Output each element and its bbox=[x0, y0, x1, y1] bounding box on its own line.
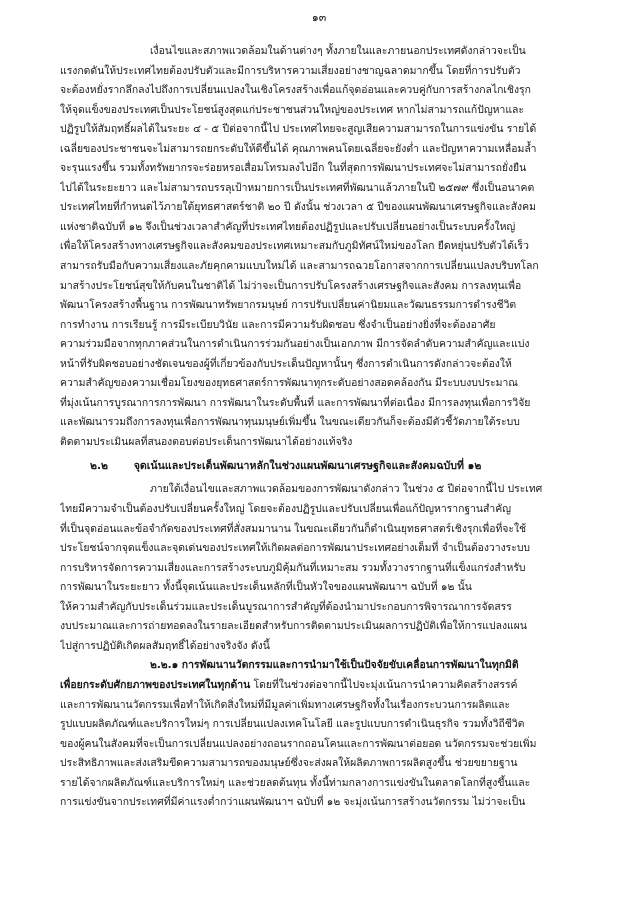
text-line: รายได้จากผลิตภัณฑ์และบริการใหม่ๆ และช่วยลดต้นทุน ทั้งนี้ท่ามกลางการแข่งขันในตลาดโลกที่สูงขึ้นและ bbox=[60, 776, 531, 789]
text-line: ที่มุ่งเน้นการบูรณาการการพัฒนา การพัฒนาในระดับพื้นที่ และการพัฒนาที่ต่อเนื่อง มีการลงทุนเพื่อการวิจัย bbox=[60, 396, 531, 409]
subsection-lead-text: โดยที่ในช่วงต่อจากนี้ไปจะมุ่งเน้นการนำความคิดสร้างสรรค์ bbox=[250, 678, 518, 691]
paragraph-focus-points bbox=[60, 480, 578, 656]
text-line: ไทยมีความจำเป็นต้องปรับเปลี่ยนครั้งใหญ่ โดยจะต้องปฏิรูปและปรับเปลี่ยนเพื่อแก้ปัญหารากฐานสำคัญ bbox=[60, 503, 512, 516]
text-line: เงื่อนไขและสภาพแวดล้อมในด้านต่างๆ ทั้งภายในและภายนอกประเทศดังกล่าวจะเป็น bbox=[150, 45, 526, 57]
text-line: ความสำคัญของความเชื่อมโยงของยุทธศาสตร์การพัฒนาทุกระดับอย่างสอดคล้องกัน มีระบบงบประมาณ bbox=[60, 377, 518, 390]
text-line: และพัฒนารวมถึงการลงทุนเพื่อการพัฒนาทุนมนุษย์เพิ่มขึ้น ในขณะเดียวกันก็จะต้องมีตัวชี้วัดภายใต้ระบบ bbox=[60, 416, 520, 429]
page-number: ๑๓ bbox=[311, 11, 327, 24]
subsection-title-bold: เพื่อยกระดับศักยภาพของประเทศในทุกด้าน bbox=[60, 678, 251, 691]
text-line: ภายใต้เงื่อนไขและสภาพแวดล้อมของการพัฒนาดังกล่าว ในช่วง ๕ ปีต่อจากนี้ไป ประเทศ bbox=[150, 483, 543, 496]
text-line: การบริหารจัดการความเสี่ยงและการสร้างระบบภูมิคุ้มกันที่เหมาะสม รวมทั้งวางรากฐานที่แข็งแกร่งสำหรับ bbox=[60, 561, 526, 574]
text-line: จะต้องหยั่งรากลึกลงไปถึงการเปลี่ยนแปลงในเชิงโครงสร้างเพื่อแก้จุดอ่อนและควบคู่กับการสร้างกลไกเชิงรุก bbox=[60, 84, 531, 97]
text-line: ไปได้ในระยะยาว และไม่สามารถบรรลุเป้าหมายการเป็นประเทศที่พัฒนาแล้วภายในปี ๒๕๗๙ ซึ่งเป็นอนาคต bbox=[60, 181, 535, 194]
section-number: ๒.๒ bbox=[90, 460, 108, 473]
section-heading-2-2 bbox=[60, 456, 578, 477]
text-line: ให้จุดแข็งของประเทศเป็นประโยชน์สูงสุดแก่ประชาชนส่วนใหญ่ของประเทศ หากไม่สามารถแก้ปัญหาและ bbox=[60, 103, 525, 116]
subsection-heading-2-2-1 bbox=[60, 656, 578, 695]
text-line: ประโยชน์จากจุดแข็งและจุดเด่นของประเทศให้เกิดผลต่อการพัฒนาประเทศอย่างเต็มที่ จำเป็นต้องวางระบบ bbox=[60, 542, 531, 555]
paragraph-context bbox=[60, 42, 578, 452]
text-line: และการพัฒนานวัตกรรมเพื่อทำให้เกิดสิ่งใหม่ที่มีมูลค่าเพิ่มทางเศรษฐกิจทั้งในเรื่องกระบวนการผลิตและ bbox=[60, 698, 511, 711]
text-line: ให้ความสำคัญกับประเด็นร่วมและประเด็นบูรณาการสำคัญที่ต้องนำมาประกอบการพิจารณาการจัดสรร bbox=[60, 600, 512, 613]
text-line: หน้าที่รับผิดชอบอย่างชัดเจนของผู้ที่เกี่ยวข้องกับประเด็นปัญหานั้นๆ ซึ่งการดำเนินการดังกล่าวจะต้องให้ bbox=[60, 357, 512, 370]
text-line: ความร่วมมือจากทุกภาคส่วนในการดำเนินการร่วมกันอย่างเป็นเอกภาพ มีการจัดลำดับความสำคัญและแบ่ง bbox=[60, 338, 530, 351]
text-line: เฉลี่ยของประชาชนจะไม่สามารถยกระดับให้ดีขึ้นได้ คุณภาพคนโดยเฉลี่ยจะยังต่ำ และปัญหาความเหลื่อมล้ำ bbox=[60, 142, 537, 155]
subsection-title-line2 bbox=[60, 676, 578, 696]
text-line: พัฒนาโครงสร้างพื้นฐาน การพัฒนาทรัพยากรมนุษย์ การปรับเปลี่ยนค่านิยมและวัฒนธรรมการดำรงชีวิต bbox=[60, 299, 517, 312]
text-line: ของผู้คนในสังคมที่จะเป็นการเปลี่ยนแปลงอย่างถอนรากถอนโคนและการพัฒนาต่อยอด นวัตกรรมจะช่วยเพิ่ม bbox=[60, 737, 537, 750]
text-line: ไปสู่การปฏิบัติเกิดผลสัมฤทธิ์ได้อย่างจริงจัง ดังนี้ bbox=[60, 639, 270, 652]
text-line: การทำงาน การเรียนรู้ การมีระเบียบวินัย และการมีความรับผิดชอบ ซึ่งจำเป็นอย่างยิ่งที่จะต้องอาศัย bbox=[60, 318, 496, 331]
text-line: ประสิทธิภาพและส่งเสริมขีดความสามารถของมนุษย์ซึ่งจะส่งผลให้ผลิตภาพการผลิตสูงขึ้น ช่วยขยายฐาน bbox=[60, 757, 518, 770]
text-line: รูปแบบผลิตภัณฑ์และบริการใหม่ๆ การเปลี่ยนแปลงเทคโนโลยี และรูปแบบการดำเนินธุรกิจ รวมทั้งวิถีชีวิต bbox=[60, 718, 525, 731]
text-line: แรงกดดันให้ประเทศไทยต้องปรับตัวและมีการบริหารความเสี่ยงอย่างชาญฉลาดมากขึ้น โดยที่การปรับตัว bbox=[60, 64, 521, 77]
text-line: การพัฒนาในระยะยาว ทั้งนี้จุดเน้นและประเด็นหลักที่เป็นหัวใจของแผนพัฒนาฯ ฉบับที่ ๑๒ นั้น bbox=[60, 581, 472, 594]
subsection-title-line1: ๒.๒.๑ การพัฒนานวัตกรรมและการนำมาใช้เป็นปัจจัยขับเคลื่อนการพัฒนาในทุกมิติ bbox=[150, 659, 519, 672]
text-line: แห่งชาติฉบับที่ ๑๒ จึงเป็นช่วงเวลาสำคัญที่ประเทศไทยต้องปฏิรูปและปรับเปลี่ยนอย่างเป็นระบบครั้งใหญ่ bbox=[60, 220, 516, 233]
text-line: ติดตามประเมินผลที่สนองตอบต่อประเด็นการพัฒนาได้อย่างแท้จริง bbox=[60, 435, 353, 448]
paragraph-innovation bbox=[60, 696, 578, 813]
text-line: ประเทศไทยที่กำหนดไว้ภายใต้ยุทธศาสตร์ชาติ ๒๐ ปี ดังนั้น ช่วงเวลา ๕ ปีของแผนพัฒนาเศรษฐกิจและสังคม bbox=[60, 201, 536, 214]
text-line: ที่เป็นจุดอ่อนและข้อจำกัดของประเทศที่สั่งสมมานาน ในขณะเดียวกันก็ดำเนินยุทธศาสตร์เชิงรุกเพื่อที่จะใช้ bbox=[60, 522, 527, 535]
text-line: มาสร้างประโยชน์สุขให้กับคนในชาติได้ ไม่ว่าจะเป็นการปรับโครงสร้างเศรษฐกิจและสังคม การลงทุนเพื่อ bbox=[60, 279, 522, 292]
text-line: จะรุนแรงขึ้น รวมทั้งทรัพยากรจะร่อยหรอเสื่อมโทรมลงไปอีก ในที่สุดการพัฒนาประเทศจะไม่สามารถยั่งยืน bbox=[60, 162, 527, 175]
text-line: งบประมาณและการถ่ายทอดลงในรายละเอียดสำหรับการติดตามประเมินผลการปฏิบัติเพื่อให้การแปลงแผน bbox=[60, 620, 527, 633]
text-line: เพื่อให้โครงสร้างทางเศรษฐกิจและสังคมของประเทศเหมาะสมกับภูมิทัศน์ใหม่ของโลก ยืดหยุ่นปรับตัวได้เร็ว bbox=[60, 240, 529, 253]
text-line: การแข่งขันจากประเทศที่มีค่าแรงต่ำกว่าแผนพัฒนาฯ ฉบับที่ ๑๒ จะมุ่งเน้นการสร้างนวัตกรรม ไม่ว่าจะเป็น bbox=[60, 796, 526, 809]
text-line: สามารถรับมือกับความเสี่ยงและภัยคุกคามแบบใหม่ได้ และสามารถฉวยโอกาสจากการเปลี่ยนแปลงบริบทโลก bbox=[60, 260, 539, 273]
text-line: ปฏิรูปให้สัมฤทธิ์ผลได้ในระยะ ๔ - ๕ ปีต่อจากนี้ไป ประเทศไทยจะสูญเสียความสามารถในการแข่งขัน รายได้ bbox=[60, 123, 537, 136]
section-title: จุดเน้นและประเด็นพัฒนาหลักในช่วงแผนพัฒนาเศรษฐกิจและสังคมฉบับที่ ๑๒ bbox=[133, 460, 482, 473]
